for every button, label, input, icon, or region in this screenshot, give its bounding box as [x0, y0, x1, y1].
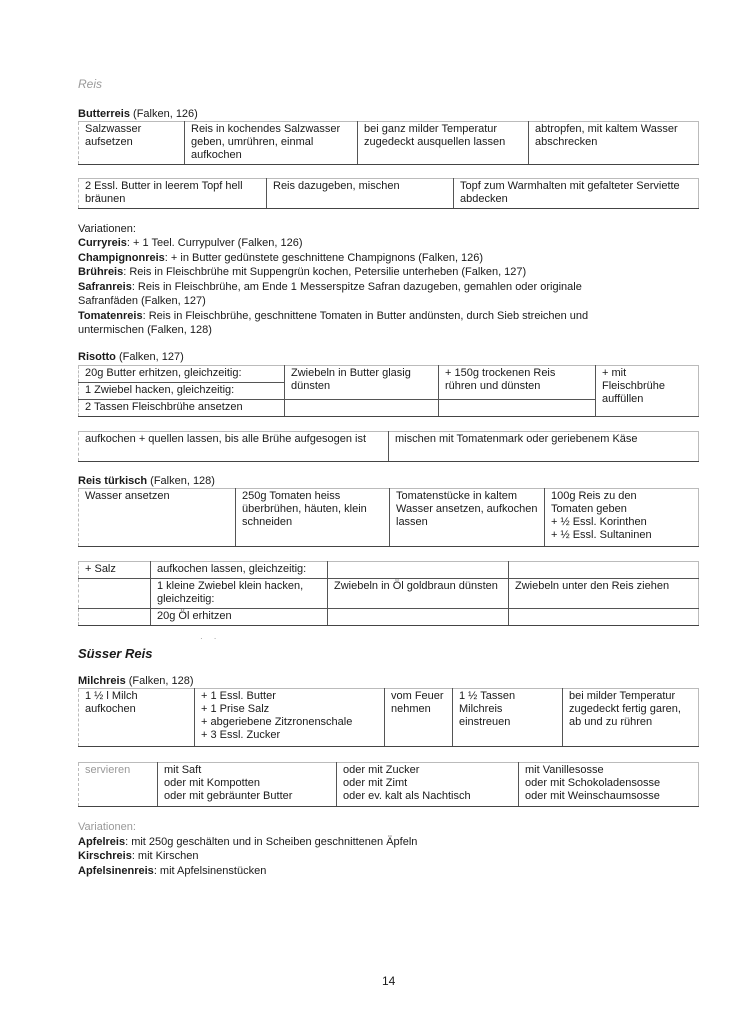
risotto-steps-table-1 — [78, 365, 699, 417]
table-cell: + Salz — [79, 562, 151, 579]
table-cell — [509, 609, 699, 626]
table-cell: bei milder Temperatur zugedeckt fertig garen, ab und zu rühren — [563, 689, 699, 747]
table-cell — [328, 609, 509, 626]
table-cell: + mit Fleischbrühe auffüllen — [596, 366, 699, 417]
table-cell: Salzwasser aufsetzen — [79, 122, 185, 165]
chapter-title: Reis — [78, 77, 103, 91]
butterreis-steps-table-2 — [78, 178, 699, 209]
table-cell: bei ganz milder Temperatur zugedeckt ausquellen lassen — [358, 122, 529, 165]
scan-artifact-dots: · · — [200, 634, 217, 643]
reis-tuerkisch-steps-table-2 — [78, 561, 699, 626]
butterreis-steps-table-1 — [78, 121, 699, 165]
variation-curryreis: Curryreis: + 1 Teel. Currypulver (Falken, 126) — [78, 237, 303, 249]
table-cell: aufkochen + quellen lassen, bis alle Brühe aufgesogen ist — [79, 432, 389, 462]
table-cell: + 1 Essl. Butter + 1 Prise Salz + abgeriebene Zitzronenschale + 3 Essl. Zucker — [195, 689, 385, 747]
table-cell: 1 kleine Zwiebel klein hacken, gleichzeitig: — [151, 579, 328, 609]
variation-kirschreis: Kirschreis: mit Kirschen — [78, 850, 199, 862]
table-cell: 1 ½ l Milch aufkochen — [79, 689, 195, 747]
variationen-heading-2: Variationen: — [78, 821, 136, 833]
table-cell: Tomatenstücke in kaltem Wasser ansetzen, aufkochen lassen — [390, 489, 545, 547]
recipe-title-reis-tuerkisch: Reis türkisch (Falken, 128) — [78, 475, 215, 487]
table-cell — [79, 609, 151, 626]
variation-champignonreis: Champignonreis: + in Butter gedünstete geschnittene Champignons (Falken, 126) — [78, 251, 484, 264]
recipe-title-butterreis: Butterreis (Falken, 126) — [78, 108, 198, 120]
variation-apfelsinenreis: Apfelsinenreis: mit Apfelsinenstücken — [78, 864, 267, 877]
table-cell: 1 ½ Tassen Milchreis einstreuen — [453, 689, 563, 747]
table-cell: 100g Reis zu den Tomaten geben + ½ Essl. Korinthen + ½ Essl. Sultaninen — [545, 489, 699, 547]
table-cell: 250g Tomaten heiss überbrühen, häuten, klein schneiden — [236, 489, 390, 547]
table-cell: 1 Zwiebel hacken, gleichzeitig: — [79, 383, 285, 400]
table-cell: Zwiebeln in Butter glasig dünsten — [285, 366, 439, 400]
table-cell — [439, 400, 596, 417]
table-cell: abtropfen, mit kaltem Wasser abschrecken — [529, 122, 699, 165]
table-cell: mit Saft oder mit Kompotten oder mit gebräunter Butter — [158, 763, 337, 807]
table-cell: 20g Öl erhitzen — [151, 609, 328, 626]
table-cell: aufkochen lassen, gleichzeitig: — [151, 562, 328, 579]
table-cell: mischen mit Tomatenmark oder geriebenem Käse — [389, 432, 699, 462]
table-cell: Zwiebeln unter den Reis ziehen — [509, 579, 699, 609]
table-cell — [285, 400, 439, 417]
table-cell: Zwiebeln in Öl goldbraun dünsten — [328, 579, 509, 609]
reis-tuerkisch-steps-table-1 — [78, 488, 699, 547]
variation-safranreis-cont: Safranfäden (Falken, 127) — [78, 295, 206, 307]
recipe-title-milchreis: Milchreis (Falken, 128) — [78, 675, 194, 687]
table-cell: vom Feuer nehmen — [385, 689, 453, 747]
variationen-heading: Variationen: — [78, 223, 136, 235]
variation-tomatenreis: Tomatenreis: Reis in Fleischbrühe, geschnittene Tomaten in Butter andünsten, durch Sieb streichen und — [78, 309, 589, 322]
table-cell: oder mit Zucker oder mit Zimt oder ev. kalt als Nachtisch — [337, 763, 519, 807]
milchreis-steps-table-1 — [78, 688, 699, 747]
table-cell — [328, 562, 509, 579]
variation-bruehreis: Brühreis: Reis in Fleischbrühe mit Suppengrün kochen, Petersilie unterheben (Falken, 127) — [78, 266, 527, 278]
page-number: 14 — [382, 974, 396, 988]
recipe-title-risotto: Risotto (Falken, 127) — [78, 351, 184, 363]
table-cell: mit Vanillesosse oder mit Schokoladensosse oder mit Weinschaumsosse — [519, 763, 699, 807]
risotto-steps-table-2 — [78, 431, 699, 462]
table-cell: Wasser ansetzen — [79, 489, 236, 547]
table-cell — [79, 579, 151, 609]
table-cell: 20g Butter erhitzen, gleichzeitig: — [79, 366, 285, 383]
table-cell: Reis in kochendes Salzwasser geben, umrühren, einmal aufkochen — [185, 122, 358, 165]
table-cell — [509, 562, 699, 579]
variation-apfelreis: Apfelreis: mit 250g geschälten und in Scheiben geschnittenen Äpfeln — [78, 835, 418, 848]
table-cell: + 150g trockenen Reis rühren und dünsten — [439, 366, 596, 400]
table-cell: Topf zum Warmhalten mit gefalteter Serviette abdecken — [454, 179, 699, 209]
section-title: Süsser Reis — [78, 646, 153, 661]
milchreis-steps-table-2 — [78, 762, 699, 807]
table-cell: 2 Tassen Fleischbrühe ansetzen — [79, 400, 285, 417]
table-cell: Reis dazugeben, mischen — [267, 179, 454, 209]
table-cell: 2 Essl. Butter in leerem Topf hell bräunen — [79, 179, 267, 209]
variation-tomatenreis-cont: untermischen (Falken, 128) — [78, 324, 212, 336]
table-cell: servieren — [79, 763, 158, 807]
variation-safranreis: Safranreis: Reis in Fleischbrühe, am Ende 1 Messerspitze Safran dazugeben, gemahlen oder originale — [78, 280, 582, 293]
